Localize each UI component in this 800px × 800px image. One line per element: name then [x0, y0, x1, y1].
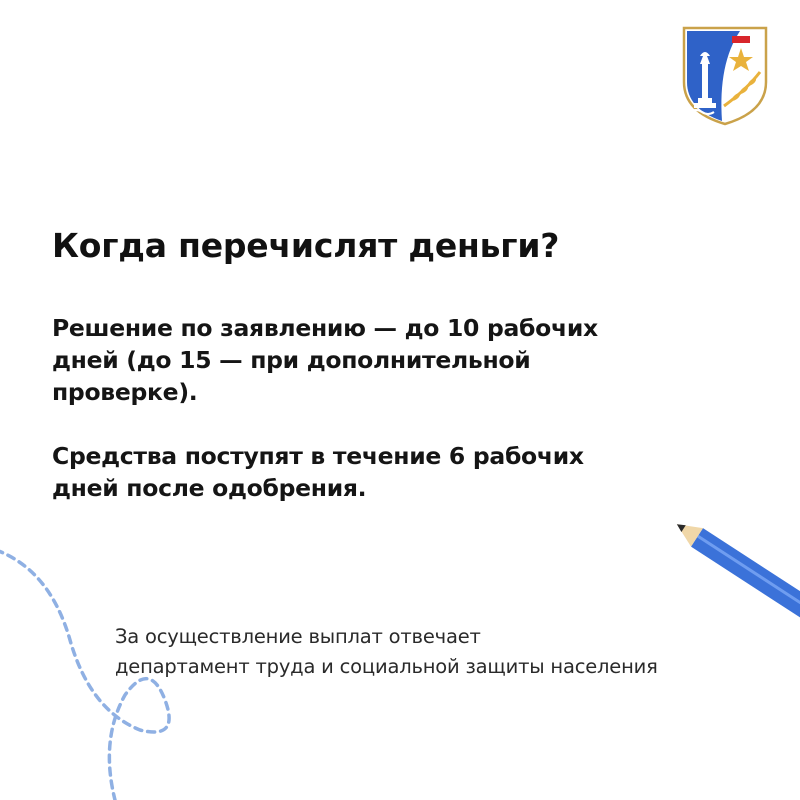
footer-line: За осуществление выплат отвечает: [115, 625, 481, 648]
paragraph-line: Решение по заявлению — до 10 рабочих: [52, 314, 598, 342]
paragraph-line: Средства поступят в течение 6 рабочих: [52, 442, 584, 470]
decision-deadline-paragraph: [52, 312, 672, 408]
sevastopol-coat-of-arms-icon: [680, 24, 770, 128]
paragraph-line: дней (до 15 — при дополнительной: [52, 346, 531, 374]
responsible-department-note: [115, 622, 795, 682]
footer-line: департамент труда и социальной защиты населения: [115, 655, 658, 678]
paragraph-line: дней после одобрения.: [52, 474, 367, 502]
paragraph-line: проверке).: [52, 378, 198, 406]
page-title: Когда перечислят деньги?: [52, 226, 560, 265]
payment-deadline-paragraph: [52, 440, 672, 504]
pencil-icon: [660, 490, 800, 630]
